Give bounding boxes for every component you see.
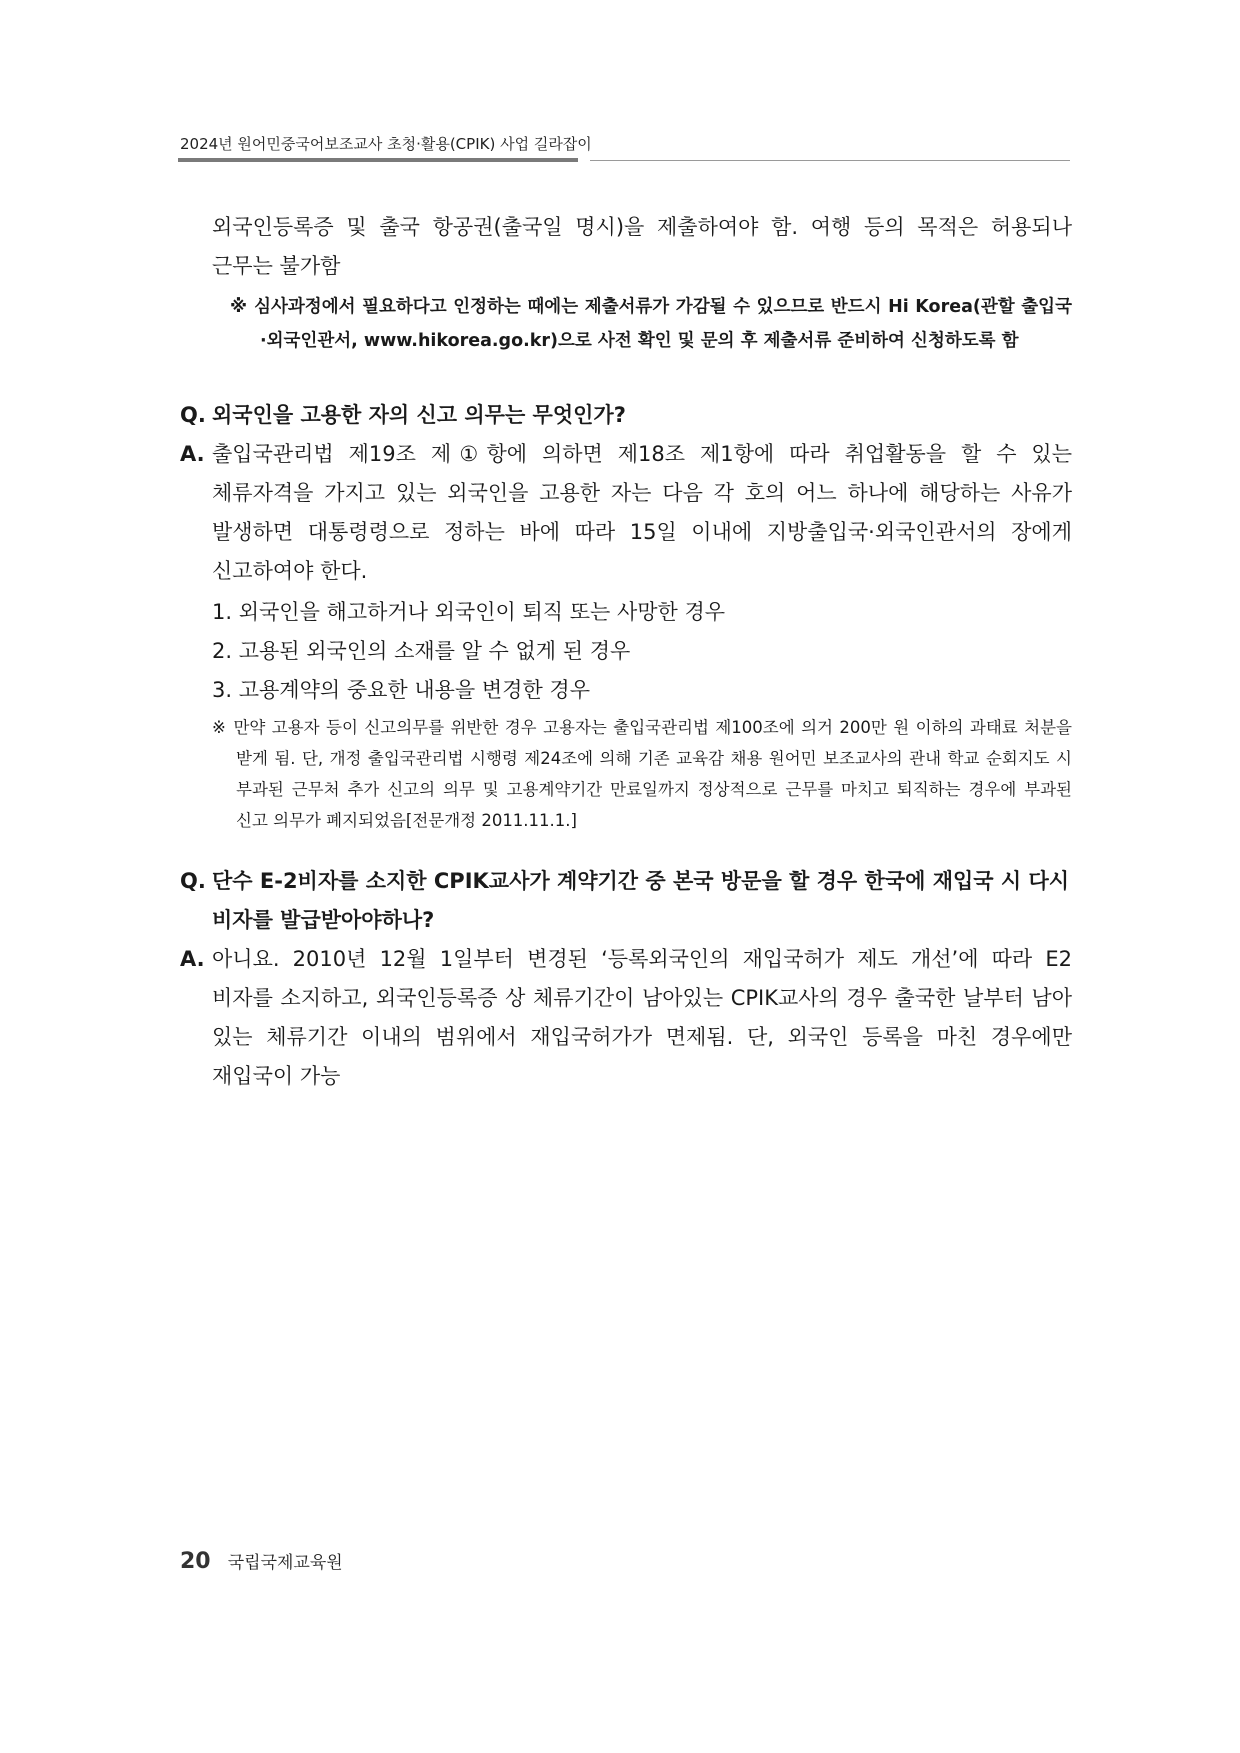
- organization-name: 국립국제교육원: [227, 1553, 343, 1573]
- question-mark: Q.: [180, 869, 206, 893]
- list-item: 1. 외국인을 해고하거나 외국인이 퇴직 또는 사망한 경우: [212, 600, 726, 624]
- penalty-note: ※ 만약 고용자 등이 신고의무를 위반한 경우 고용자는 출입국관리법 제100조에 의거 200만 원 이하의 과태료 처분을 받게 됨. 단, 개정 출입국관리법 시행령 제24조에 의해 기존 교육감 채용 원어민 보조교사의 관내 학교 순회지도 시 부과된 근무처 추가 신고의 의무 및 고용계약기간 만료일까지 정상적으로 근무를 마치고 퇴직하는 경우에 부과된 신고 의무가 폐지되었음[전문개정 2011.11.1.]: [212, 718, 1072, 830]
- answer: [180, 940, 1072, 1096]
- header-rule-thick: [178, 158, 578, 162]
- answer: [180, 435, 1072, 591]
- question: [180, 396, 1072, 435]
- question-text: 단수 E-2비자를 소지한 CPIK교사가 계약기간 중 본국 방문을 할 경우 한국에 재입국 시 다시 비자를 발급받아야하나?: [212, 869, 1070, 932]
- page-content: [180, 208, 1072, 1096]
- question-mark: Q.: [180, 403, 206, 427]
- header-rule-thin: [590, 160, 1070, 161]
- answer-text: 출입국관리법 제19조 제①항에 의하면 제18조 제1항에 따라 취업활동을 할 수 있는 체류자격을 가지고 있는 외국인을 고용한 자는 다음 각 호의 어느 하나에 해당하는 사유가 발생하면 대통령령으로 정하는 바에 따라 15일 이내에 지방출입국·외국인관서의 장에게 신고하여야 한다.: [212, 442, 1072, 583]
- intro-paragraph: 외국인등록증 및 출국 항공권(출국일 명시)을 제출하여야 함. 여행 등의 목적은 허용되나 근무는 불가함: [212, 215, 1072, 278]
- intro-note: ※ 심사과정에서 필요하다고 인정하는 때에는 제출서류가 가감될 수 있으므로 반드시 Hi Korea(관할 출입국·외국인관서, www.hikorea.go.kr)으로 사전 확인 및 문의 후 제출서류 준비하여 신청하도록 함: [230, 297, 1072, 351]
- list-item: 2. 고용된 외국인의 소재를 알 수 없게 된 경우: [212, 639, 631, 663]
- page-footer: [180, 1548, 343, 1574]
- answer-text: 아니요. 2010년 12월 1일부터 변경된 ‘등록외국인의 재입국허가 제도 개선’에 따라 E2 비자를 소지하고, 외국인등록증 상 체류기간이 남아있는 CPIK교사의 경우 출국한 날부터 남아 있는 체류기간 이내의 범위에서 재입국허가가 면제됨. 단, 외국인 등록을 마친 경우에만 재입국이 가능: [212, 947, 1072, 1088]
- reason-list: [212, 593, 1072, 710]
- answer-mark: A.: [180, 442, 205, 466]
- list-item: 3. 고용계약의 중요한 내용을 변경한 경우: [212, 678, 590, 702]
- running-header-title: 2024년 원어민중국어보조교사 초청·활용(CPIK) 사업 길라잡이: [180, 135, 592, 153]
- question: [180, 862, 1072, 940]
- qa-section-reentry: [180, 862, 1072, 1096]
- qa-section-reporting-duty: [180, 396, 1072, 836]
- question-text: 외국인을 고용한 자의 신고 의무는 무엇인가?: [212, 403, 626, 427]
- page-number: 20: [180, 1549, 211, 1574]
- answer-mark: A.: [180, 947, 205, 971]
